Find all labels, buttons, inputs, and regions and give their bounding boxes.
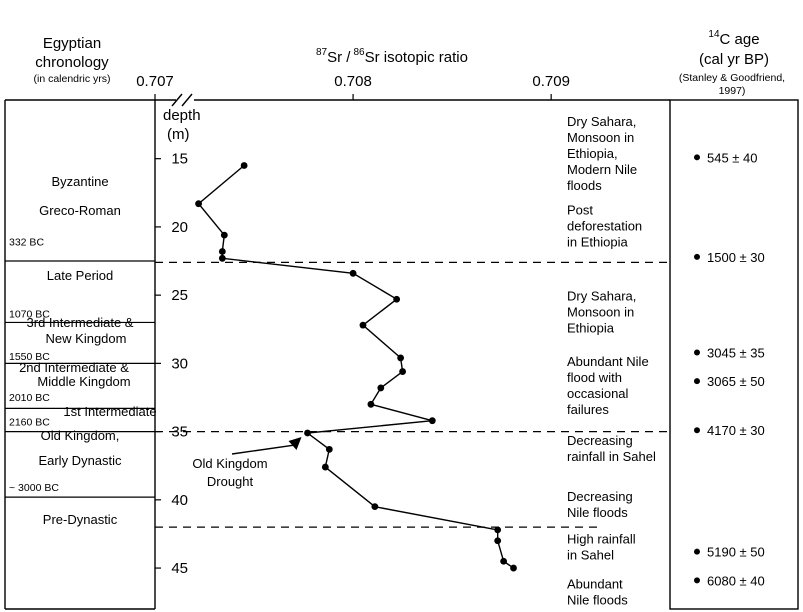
c14-age-label: 545 ± 40 (707, 150, 758, 166)
annotation-arrow-shaft (232, 445, 296, 454)
depth-label-line2: (m) (167, 126, 190, 143)
data-point (399, 368, 406, 375)
annotation-line2: Drought (206, 474, 254, 489)
data-point (494, 526, 501, 533)
c14-age-bullet (694, 349, 700, 355)
period-name-line2: Middle Kingdom (37, 374, 131, 389)
climate-note-line: Nile floods (567, 592, 628, 608)
y-tick-label: 35 (171, 423, 188, 441)
depth-label-line1: depth (163, 107, 201, 124)
x-tick-label: 0.709 (532, 73, 570, 90)
climate-note-line: Decreasing (567, 489, 633, 505)
climate-note-line: Dry Sahara, (567, 113, 637, 129)
data-point (368, 401, 375, 408)
data-point (195, 200, 202, 207)
period-name: Late Period (46, 268, 114, 283)
ratio-sup-87: 87 (316, 47, 328, 58)
period-date: 1070 BC (9, 308, 50, 321)
old-kingdom-drought-annotation (192, 437, 301, 489)
c14-age-label: 4170 ± 30 (707, 423, 765, 439)
y-tick-label: 30 (171, 355, 188, 373)
period-date: ~ 3000 BC (9, 481, 59, 494)
chronology-title-line1: Egyptian (42, 35, 102, 52)
c14-age-label: 3065 ± 50 (707, 374, 765, 390)
chronology-title-line2: chronology (35, 54, 109, 71)
climate-note-line: flood with (567, 370, 622, 386)
climate-note-line: deforestation (567, 218, 643, 234)
annotation-arrow-head (289, 437, 302, 450)
y-tick-label: 25 (171, 287, 188, 305)
period-date: 332 BC (9, 236, 45, 249)
y-tick-label: 40 (171, 491, 188, 509)
y-axis-ticks (155, 107, 201, 577)
climate-note-line: Abundant Nile (567, 354, 649, 370)
c14-age-bullet (694, 154, 700, 160)
data-point (429, 417, 436, 424)
ratio-sup-86: 86 (353, 47, 365, 58)
c14-source-line2: 1997) (718, 85, 746, 97)
data-point (304, 430, 311, 437)
data-point (360, 322, 367, 329)
climate-note-line: Post (567, 202, 594, 218)
data-point (241, 162, 248, 169)
period-name-line2: New Kingdom (45, 331, 127, 346)
data-point (397, 355, 404, 362)
period-name-line2: Early Dynastic (38, 453, 122, 468)
axis-break-2 (182, 94, 192, 106)
y-tick-label: 15 (171, 150, 188, 168)
c14-age-label: 3045 ± 35 (707, 345, 765, 361)
c14-age-bullet (694, 254, 700, 260)
period-name: Old Kingdom, (40, 428, 120, 443)
data-point (219, 248, 226, 255)
data-point (500, 558, 507, 565)
c14-source-line1: (Stanley & Goodfriend, (678, 72, 786, 84)
c14-age-bullet (694, 577, 700, 583)
c14-age-label: 1500 ± 30 (707, 249, 765, 265)
climate-note-line: Modern Nile (567, 161, 638, 177)
ratio-label-rest: Sr isotopic ratio (364, 49, 468, 66)
frames (5, 94, 798, 609)
c14-age-bullet (694, 378, 700, 384)
c14-age-label: 5190 ± 50 (707, 544, 765, 560)
climate-notes (567, 114, 656, 608)
period-name: 2nd Intermediate & (19, 360, 129, 375)
period-name: 3rd Intermediate & (26, 315, 134, 330)
climate-note-line: Ethiopia (567, 320, 614, 336)
annotation-line1: Old Kingdom (192, 456, 268, 471)
c14-title (708, 29, 759, 48)
data-point (510, 565, 517, 572)
c14-unit: (cal yr BP) (698, 51, 770, 68)
chronology-note: (in calendric yrs) (33, 73, 111, 85)
ratio-label-sr: Sr / (327, 49, 351, 66)
climate-note-line: Monsoon in (567, 129, 635, 145)
climate-note-line: Dry Sahara, (567, 288, 637, 304)
climate-note-line: failures (567, 402, 609, 418)
c14-ages (694, 150, 765, 588)
period-name: 1st Intermediate (63, 404, 157, 419)
climate-note-line: Nile floods (567, 505, 628, 521)
climate-note-line: in Ethiopia (567, 234, 628, 250)
data-point (221, 232, 228, 239)
climate-note-line: High rainfall (567, 531, 636, 547)
climate-note-line: in Sahel (567, 547, 614, 563)
ratio-axis-title (316, 47, 468, 66)
climate-note-line: occasional (567, 386, 629, 402)
c14-age-bullet (694, 549, 700, 555)
x-tick-label: 0.707 (136, 73, 174, 90)
climate-note-line: floods (567, 177, 602, 193)
chronology-periods (5, 174, 157, 527)
data-point (219, 255, 226, 262)
climate-note-line: Ethiopia, (567, 145, 618, 161)
climate-note-line: Monsoon in (567, 304, 635, 320)
y-tick-label: 45 (171, 560, 188, 578)
data-point (326, 446, 333, 453)
period-name: Pre-Dynastic (42, 512, 118, 527)
c14-age-bullet (694, 427, 700, 433)
c14-sup: 14 (708, 29, 720, 40)
period-name: Byzantine (51, 174, 109, 189)
x-axis-ticks (136, 73, 570, 100)
data-point (393, 296, 400, 303)
strontium-series (195, 162, 517, 571)
climate-note-line: rainfall in Sahel (567, 449, 656, 465)
data-point (322, 464, 329, 471)
period-date: 2160 BC (9, 416, 50, 429)
climate-note-line: Decreasing (567, 433, 633, 449)
c14-age-label: 6080 ± 40 (707, 573, 765, 589)
climate-note-line: Abundant (567, 576, 623, 592)
data-point (377, 385, 384, 392)
c14-label: C age (719, 31, 760, 48)
period-date: 1550 BC (9, 350, 50, 363)
data-point (350, 270, 357, 277)
period-name: Greco-Roman (39, 203, 121, 218)
data-point (371, 503, 378, 510)
x-tick-label: 0.708 (334, 73, 372, 90)
series-line (199, 166, 514, 569)
period-date: 2010 BC (9, 391, 50, 404)
data-point (494, 537, 501, 544)
y-tick-label: 20 (171, 218, 188, 236)
